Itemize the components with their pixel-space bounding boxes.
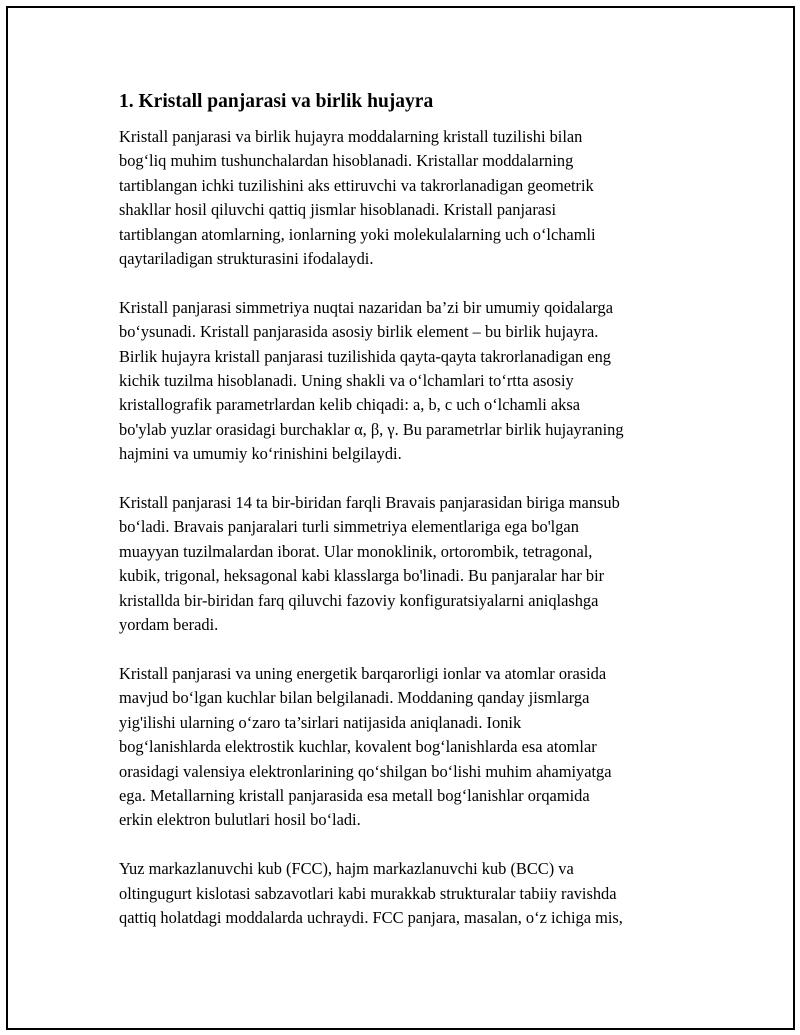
text-line: shakllar hosil qiluvchi qattiq jismlar hisoblanadi. Kristall panjarasi — [119, 200, 557, 220]
paragraph — [111, 857, 701, 930]
text-line: bo‘ysunadi. Kristall panjarasida asosiy birlik element – bu birlik hujayra. — [119, 322, 599, 342]
text-line: Kristall panjarasi va uning energetik barqarorligi ionlar va atomlar orasida — [119, 663, 607, 683]
section-heading: 1. Kristall panjarasi va birlik hujayra — [119, 91, 434, 112]
paragraph — [111, 125, 701, 271]
text-line: qaytariladigan strukturasini ifodalaydi. — [119, 249, 374, 269]
text-line: Kristall panjarasi va birlik hujayra moddalarning kristall tuzilishi bilan — [119, 127, 583, 146]
text-line: qattiq holatdagi moddalarda uchraydi. FCC panjara, masalan, o‘z ichiga mis, — [119, 907, 623, 927]
text-line: kubik, trigonal, heksagonal kabi klasslarga bo'linadi. Bu panjaralar har bir — [119, 566, 605, 586]
text-line: bo'ylab yuzlar orasidagi burchaklar α, β, γ. Bu parametrlar birlik hujayraning — [119, 419, 624, 439]
text-line: oltingugurt kislotasi sabzavotlari kabi murakkab strukturalar tabiiy ravishda — [119, 883, 617, 903]
text-line: bo‘ladi. Bravais panjaralari turli simmetriya elementlariga ega bo'lgan — [119, 517, 579, 537]
text-line: yordam beradi. — [119, 615, 219, 635]
paragraph — [111, 662, 701, 833]
text-line: kristallografik parametrlardan kelib chiqadi: a, b, c uch o‘lchamli aksa — [119, 395, 581, 415]
text-line: Kristall panjarasi 14 ta bir-biridan farqli Bravais panjarasidan biriga mansub — [119, 493, 620, 513]
text-line: erkin elektron bulutlari hosil bo‘ladi. — [119, 810, 361, 830]
text-line: mavjud bo‘lgan kuchlar bilan belgilanadi. Moddaning qanday jismlarga — [119, 688, 590, 708]
text-line: orasidagi valensiya elektronlarining qo‘shilgan bo‘lishi muhim ahamiyatga — [119, 761, 612, 781]
text-line: Yuz markazlanuvchi kub (FCC), hajm markazlanuvchi kub (BCC) va — [119, 859, 574, 879]
text-line: tartiblangan ichki tuzilishini aks ettiruvchi va takrorlanadigan geometrik — [119, 175, 594, 195]
paragraph — [111, 491, 701, 637]
text-line: tartiblangan atomlarning, ionlarning yoki molekulalarning uch o‘lchamli — [119, 224, 596, 244]
text-line: yig'ilishi ularning o‘zaro ta’sirlari natijasida aniqlanadi. Ionik — [119, 712, 522, 732]
text-line: muayyan tuzilmalardan iborat. Ular monoklinik, ortorombik, tetragonal, — [119, 541, 593, 561]
text-line: Birlik hujayra kristall panjarasi tuzilishida qayta-qayta takrorlanadigan eng — [119, 346, 612, 366]
text-line: bog‘lanishlarda elektrostik kuchlar, kovalent bog‘lanishlarda esa atomlar — [119, 737, 597, 757]
text-line: bog‘liq muhim tushunchalardan hisoblanadi. Kristallar moddalarning — [119, 151, 574, 171]
paragraph — [111, 296, 701, 467]
text-line: kichik tuzilma hisoblanadi. Uning shakli va o‘lchamlari to‘rtta asosiy — [119, 371, 574, 391]
text-line: ega. Metallarning kristall panjarasida esa metall bog‘lanishlar orqamida — [119, 785, 590, 805]
text-line: kristallda bir-biridan farq qiluvchi fazoviy konfiguratsiyalarni aniqlashga — [119, 590, 599, 610]
document-body — [111, 90, 701, 955]
text-line: hajmini va umumiy ko‘rinishini belgilaydi. — [119, 444, 402, 464]
text-line: Kristall panjarasi simmetriya nuqtai nazaridan ba’zi bir umumiy qoidalarga — [119, 297, 613, 317]
